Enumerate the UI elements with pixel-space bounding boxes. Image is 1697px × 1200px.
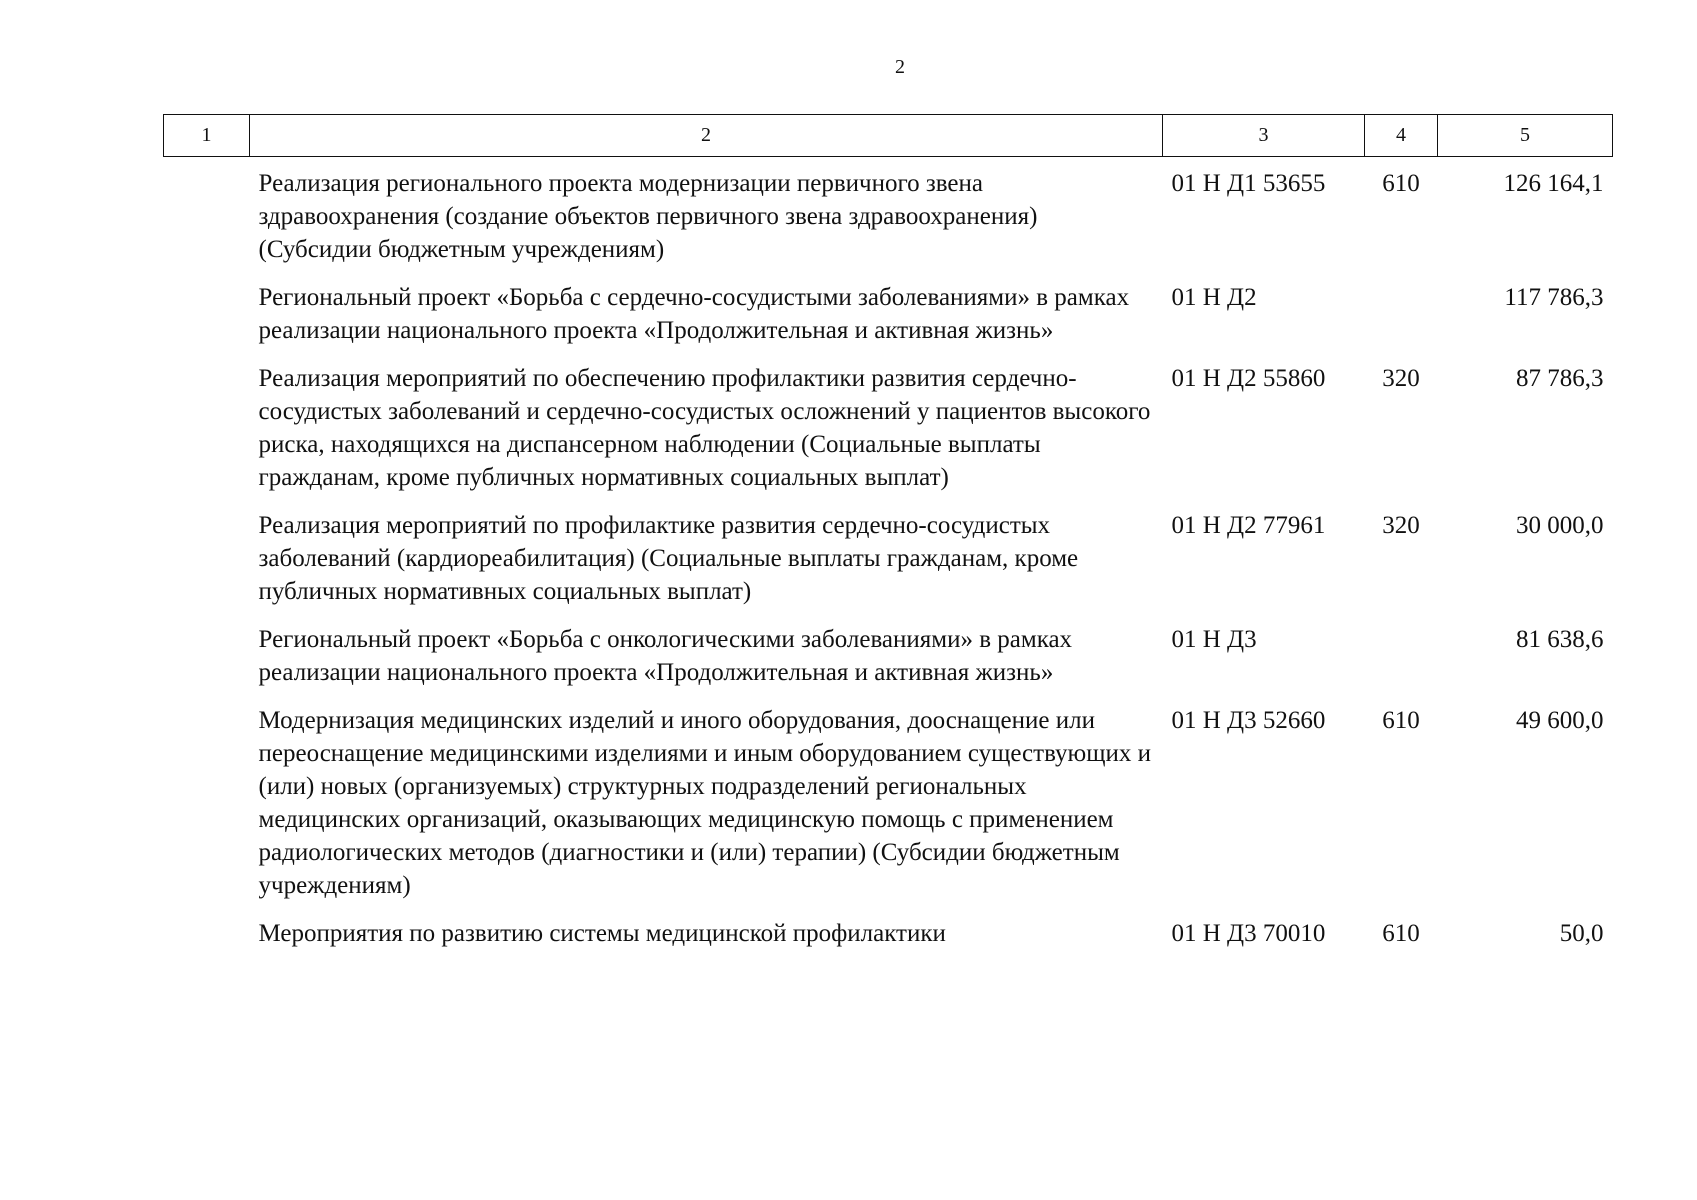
cell-index xyxy=(164,917,250,965)
cell-index xyxy=(164,157,250,282)
cell-code: 01 Н Д2 77961 xyxy=(1171,512,1326,539)
cell-name: Региональный проект «Борьба с сердечно-сосудистыми заболеваниями» в рамках реализации национального проекта «Продолжительная и активная жизнь» xyxy=(258,284,1130,344)
cell-code: 01 Н Д3 70010 xyxy=(1171,920,1326,947)
cell-code: 01 Н Д1 53655 xyxy=(1171,170,1326,197)
page-number: 2 xyxy=(895,56,905,78)
cell-code: 01 Н Д2 55860 xyxy=(1171,365,1326,392)
cell-index xyxy=(164,509,250,623)
table-header xyxy=(164,115,1613,157)
cell-name: Реализация регионального проекта модернизации первичного звена здравоохранения (создание объектов первичного звена здравоохранения) (Субсидии бюджетным учреждениям) xyxy=(258,170,1038,263)
header-col-2: 2 xyxy=(250,115,1163,157)
cell-type: 610 xyxy=(1382,170,1420,197)
cell-sum: 87 786,3 xyxy=(1516,365,1604,392)
cell-code: 01 Н Д2 xyxy=(1171,284,1257,311)
table-row xyxy=(164,623,1613,704)
cell-name: Мероприятия по развитию системы медицинской профилактики xyxy=(258,920,946,947)
table-row xyxy=(164,157,1613,282)
table-row xyxy=(164,704,1613,917)
cell-index xyxy=(164,704,250,917)
cell-type: 320 xyxy=(1382,365,1420,392)
header-col-5: 5 xyxy=(1438,115,1613,157)
cell-type: 610 xyxy=(1382,920,1420,947)
cell-index xyxy=(164,623,250,704)
table-body xyxy=(164,157,1613,966)
header-col-1: 1 xyxy=(164,115,250,157)
cell-type: 320 xyxy=(1382,512,1420,539)
cell-name: Модернизация медицинских изделий и иного оборудования, дооснащение или переоснащение медицинскими изделиями и иным оборудованием существующих и (или) новых (организуемых) структурных подразделений региональных медицинских организаций, оказывающих медицинскую помощь с применением радиологических методов (диагностики и (или) терапии) (Субсидии бюджетным учреждениям) xyxy=(258,707,1151,899)
table-row xyxy=(164,917,1613,965)
cell-index xyxy=(164,362,250,509)
cell-type xyxy=(1365,623,1438,704)
cell-sum: 49 600,0 xyxy=(1516,707,1604,734)
cell-type: 610 xyxy=(1382,707,1420,734)
cell-sum: 30 000,0 xyxy=(1516,512,1604,539)
cell-name: Реализация мероприятий по обеспечению профилактики развития сердечно-сосудистых заболеваний и сердечно-сосудистых осложнений у пациентов высокого риска, находящихся на диспансерном наблюдении (Социальные выплаты гражданам, кроме публичных нормативных социальных выплат) xyxy=(258,365,1151,491)
cell-code: 01 Н Д3 xyxy=(1171,626,1257,653)
table-row xyxy=(164,362,1613,509)
cell-name: Региональный проект «Борьба с онкологическими заболеваниями» в рамках реализации национального проекта «Продолжительная и активная жизнь» xyxy=(258,626,1073,686)
cell-code: 01 Н Д3 52660 xyxy=(1171,707,1326,734)
header-row xyxy=(164,115,1613,157)
table-row xyxy=(164,509,1613,623)
cell-type xyxy=(1365,281,1438,362)
header-col-4: 4 xyxy=(1365,115,1438,157)
cell-sum: 81 638,6 xyxy=(1516,626,1604,653)
cell-index xyxy=(164,281,250,362)
cell-sum: 117 786,3 xyxy=(1504,284,1604,311)
table-row xyxy=(164,281,1613,362)
header-col-3: 3 xyxy=(1163,115,1365,157)
cell-sum: 50,0 xyxy=(1559,920,1604,947)
cell-name: Реализация мероприятий по профилактике развития сердечно-сосудистых заболеваний (кардиореабилитация) (Социальные выплаты гражданам, кроме публичных нормативных социальных выплат) xyxy=(258,512,1079,605)
cell-sum: 126 164,1 xyxy=(1503,170,1604,197)
budget-table xyxy=(163,114,1613,965)
